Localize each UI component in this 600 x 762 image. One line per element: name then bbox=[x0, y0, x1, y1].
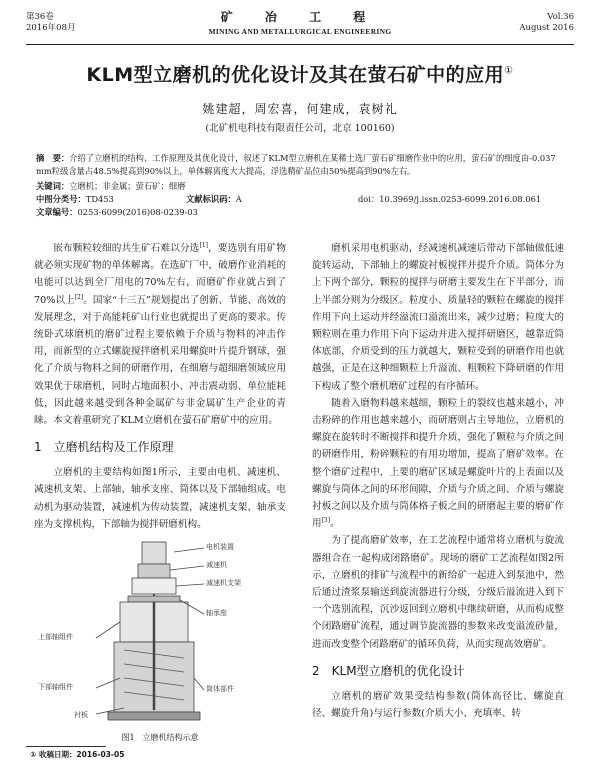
label-liner: 衬板 bbox=[74, 711, 88, 719]
journal-title-en: MINING AND METALLURGICAL ENGINEERING bbox=[208, 27, 392, 36]
keywords-label: 关键词： bbox=[36, 181, 70, 191]
header-center bbox=[26, 8, 574, 36]
header-rule bbox=[26, 44, 574, 45]
section-1-heading: 1 立磨机结构及工作原理 bbox=[34, 440, 174, 455]
citation-2: [2] bbox=[74, 293, 84, 301]
grinding-paragraph bbox=[312, 395, 564, 533]
abstract bbox=[36, 152, 566, 177]
abstract-label: 摘 要： bbox=[36, 153, 70, 163]
doi bbox=[358, 193, 541, 205]
clc-label: 中图分类号： bbox=[36, 194, 86, 204]
label-reducer: 减速机 bbox=[206, 561, 227, 569]
section-1-paragraph: 立磨机的主要结构如图1所示，主要由电机、减速机、减速机支架、上部轴、轴承支座、筒体以及下部轴组成。电动机为驱动装置，减速机为传动装置，减速机支架、轴承支座为支撑机构，下部轴为搅拌研磨机构。 bbox=[34, 467, 286, 530]
doc-code-value: A bbox=[235, 194, 242, 204]
footnote-rule bbox=[26, 746, 106, 747]
article-number bbox=[36, 206, 198, 218]
keywords-text: 立磨机；非金属；萤石矿；细磨 bbox=[69, 181, 186, 191]
classification-line bbox=[36, 193, 566, 205]
doi-value: 10.3969/j.issn.0253-6099.2016.08.061 bbox=[379, 194, 542, 204]
figure-1-caption: 图1 立磨机结构示意 bbox=[121, 733, 199, 742]
section-2-paragraph: 立磨机的磨矿效果受结构参数(筒体高径比、螺旋直径、螺旋升角)与运行参数(介质大小、充填率、转 bbox=[312, 690, 564, 720]
doc-code-label: 文献标识码： bbox=[186, 194, 236, 204]
reducer-bracket-shape bbox=[132, 578, 176, 594]
intro-paragraph bbox=[34, 240, 286, 429]
intro-text-b: ，要选别有用矿物就必须实现矿物的单体解离。在选矿厂中，破磨作业消耗的电能可以达到全厂用电的70%左右，而磨矿作业就占到了70%以上 bbox=[34, 243, 287, 306]
header-right bbox=[519, 12, 574, 34]
grinding-text-end: 。 bbox=[330, 518, 340, 530]
issue-cn: 第36卷 bbox=[26, 12, 54, 22]
bearing-seat-shape bbox=[128, 596, 180, 602]
label-reducer-bracket: 减速机支架 bbox=[206, 579, 241, 587]
motor-shape bbox=[142, 542, 166, 564]
footnote-received-date: ① 收稿日期：2016-03-05 bbox=[30, 750, 125, 759]
grinding-text: 随着入磨物料越来越细，颗粒上的裂纹也越来越小，冲击粉碎的作用也越来越小，而研磨则占主导地位，立磨机的螺旋在旋转时不断搅拌和提升介质，强化了颗粒与介质之间的研磨作用，粉碎颗粒的有用功增加，提高了磨矿效率。在整个磨矿过程中，上要的磨矿区域是螺旋叶片的上表面以及螺旋与筒体之间的环形间隙，介质与介质之间、介质与螺旋衬板之间以及介质与筒体格子板之间的研磨起主要的磨矿作用 bbox=[312, 397, 564, 530]
title-footnote-mark: ① bbox=[504, 65, 514, 77]
affiliation: (北矿机电科技有限责任公司，北京 100160) bbox=[205, 123, 395, 134]
authors: 姚建超，周宏喜，何建成，袁树礼 bbox=[202, 102, 398, 116]
abstract-text: 介绍了立磨机的结构、工作原理及其优化设计，叙述了KLM型立磨机在某稀土选厂萤石矿细磨作业中的应用，萤石矿的细度由-0.037 mm粒级含量占48.5%提高到90%以上，单体解离度大大提高，浮选精矿品位由50%提高到90%左右。 bbox=[36, 153, 556, 176]
label-bearing-seat: 轴承座 bbox=[206, 609, 227, 617]
right-column bbox=[312, 240, 564, 722]
doc-code bbox=[186, 193, 242, 205]
journal-title-cn: 矿 冶 工 程 bbox=[220, 10, 380, 24]
section-2-heading: 2 KLM型立磨机的优化设计 bbox=[312, 663, 465, 678]
figure-1 bbox=[34, 538, 286, 742]
base-shape bbox=[108, 712, 200, 720]
working-principle-paragraph: 磨机采用电机驱动，经减速机减速后带动下部轴做低速旋转运动，下部轴上的螺旋衬板搅拌并提升介质。筒体分为上下两个部分，颗粒的搅拌与研磨主要发生在下半部分，而上半部分则为分级区。粒度小、质量轻的颗粒在螺旋的搅拌作用下向上运动并经溢流口溢流出来，减少过磨；粒度大的颗粒则在重力作用下向下运动并进入搅拌研磨区，越靠近筒体底部，介质受到的压力就越大，颗粒受到的研磨作用也就越强，正是在这种细颗粒上升溢流、粗颗粒下降研磨的作用下构成了整个磨机磨矿过程的有序循环。 bbox=[312, 243, 564, 392]
label-motor: 电机装置 bbox=[206, 543, 234, 551]
left-column bbox=[34, 240, 286, 533]
intro-text-a: 嵌布颗粒较细的共生矿石难以分选 bbox=[53, 243, 200, 254]
citation-3: [3] bbox=[321, 517, 331, 525]
date-en: August 2016 bbox=[519, 23, 574, 33]
keywords bbox=[36, 180, 185, 192]
label-upper-shaft: 上部轴组件 bbox=[38, 633, 73, 641]
clc-value: TD453 bbox=[85, 194, 114, 204]
reducer-shape bbox=[138, 564, 170, 578]
vol-en: Vol.36 bbox=[547, 12, 574, 22]
article-title bbox=[0, 60, 600, 87]
article-no-value: 0253-6099(2016)08-0239-03 bbox=[77, 207, 198, 217]
label-lower-shaft: 下部轴组件 bbox=[38, 683, 73, 691]
citation-1: [1] bbox=[199, 241, 208, 249]
running-header bbox=[26, 8, 574, 44]
label-shell: 筒体部件 bbox=[206, 685, 234, 693]
article-no-label: 文章编号： bbox=[36, 207, 78, 217]
date-cn: 2016年08月 bbox=[26, 23, 76, 33]
doi-label: doi： bbox=[358, 194, 380, 204]
intro-text-c: 。国家“十三五”规划提出了创新、节能、高效的发展理念，对于高能耗矿山行业也就提出了更高的要求。传统卧式球磨机的磨矿过程主要依赖于介质与物料的冲击作用，而新型的立式螺旋搅拌磨机采用螺旋叶片提升钢球，强化了介质与物料之间的研磨作用，在细磨与超细磨领域应用效果优于球磨机，同时占地面积小、冲击震动弱、单位能耗低，因此越来越受到各种金属矿与非金属矿生产企业的青睐。本文着重研究了KLM立磨机在萤石矿磨矿中的应用。 bbox=[34, 294, 286, 427]
article-title-text: KLM型立磨机的优化设计及其在萤石矿中的应用 bbox=[86, 64, 505, 86]
closed-circuit-paragraph: 为了提高磨矿效率，在工艺流程中通常将立磨机与旋流器组合在一起构成闭路磨矿。现场的磨矿工艺流程如图2所示，立磨机的排矿与流程中的新给矿一起进入到泵池中，然后通过渣浆泵输送到旋流器进行分级，分级后溢流进入到下一个选别流程，沉沙返回到立磨机中继续研磨，从而构成整个闭路磨矿流程，通过调节旋流器的参数来改变溢流砂量，进而改变整个闭路磨矿的循环负荷，从而实现高效磨矿。 bbox=[312, 535, 564, 650]
